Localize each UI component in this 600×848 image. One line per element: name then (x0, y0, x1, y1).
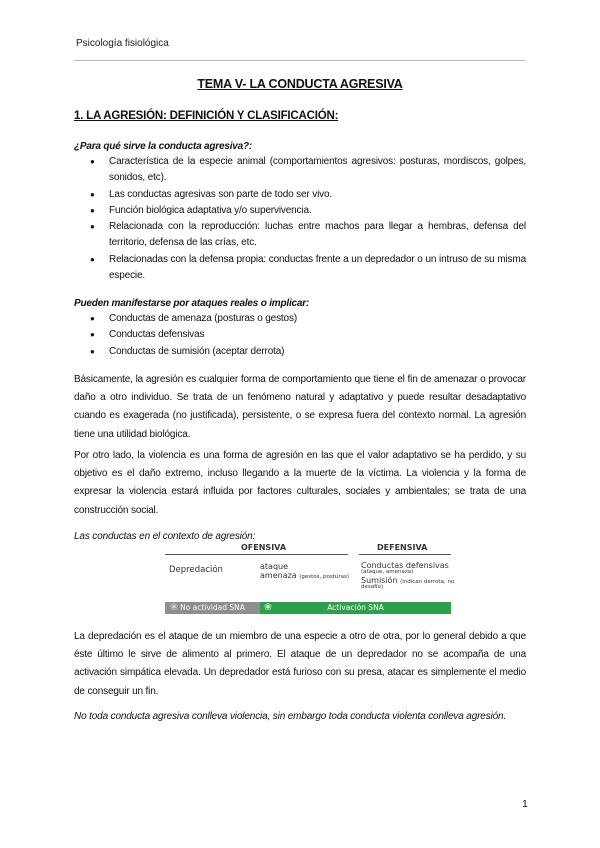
list-item: ● Relacionada con la reproducción: luchas entre machos para llegar a hembras, defensa del territorio, defensa de las crías, etc. (90, 221, 526, 249)
submission-label: Sumisión (indican derrota, no (361, 576, 455, 585)
bullet-icon: ● (90, 205, 95, 215)
aggression-diagram (163, 543, 455, 617)
manifest-list (74, 311, 526, 360)
defensive-rule (359, 554, 451, 555)
submission-note-inline: (indican derrota, no (400, 579, 455, 585)
purpose-list (74, 154, 526, 284)
list-item: ● Característica de la especie animal (comportamientos agresivos: posturas, mordiscos, golpes, sonidos, etc). (90, 156, 526, 184)
figure-caption: Las conductas en el contexto de agresión: (74, 531, 256, 542)
brain-icon: ❀ (263, 602, 273, 613)
brain-icon: ❀ (169, 602, 179, 613)
list-item: ● Función biológica adaptativa y/o supervivencia. (74, 203, 526, 219)
list-item: ● Relacionadas con la defensa propia: conductas frente a un depredador o un intruso de su misma especie. (90, 253, 526, 282)
no-sna-bar: ❀ No actividad SNA (165, 602, 260, 614)
document-title: TEMA V- LA CONDUCTA AGRESIVA (197, 77, 403, 91)
paragraph-aggression-definition: Básicamente, la agresión es cualquier forma de comportamiento que tiene el fin de amenazar o provocar daño a otro individuo. Se trata de un fenómeno natural y adaptativo y puede resultar desadaptativo cuando es exagerada (no justificada), persistente, o se expresa fuera del contexto normal. La agresión tiene una utilidad biológica. (74, 374, 526, 440)
purpose-heading: ¿Para qué sirve la conducta agresiva?: (74, 141, 253, 152)
section-heading: 1. LA AGRESIÓN: DEFINICIÓN Y CLASIFICACIÓN: (74, 110, 339, 122)
sna-bar: ❀ Activación SNA (260, 602, 451, 614)
offensive-rule (165, 554, 348, 555)
attack-label: ataque (260, 562, 289, 571)
page-number: 1 (522, 798, 528, 810)
bullet-icon: ● (90, 189, 95, 199)
list-item: ● Conductas defensivas (74, 327, 526, 343)
manifest-heading: Pueden manifestarse por ataques reales o implicar: (74, 298, 310, 309)
defensive-note: (ataque, amenaza) (361, 569, 414, 575)
predation-label: Depredación (169, 565, 223, 575)
defensive-behaviors-label: Conductas defensivas (361, 561, 449, 570)
paragraph-violence: Por otro lado, la violencia es una forma de agresión en las que el valor adaptativo se ha perdido, y su objetivo es el daño extremo, incluso llegando a la muerte de la víctima. La violencia y la forma de expresar la violencia estará influida por factores culturales, sociales y ambientales; se trata de una construcción social. (74, 450, 526, 516)
offensive-heading: OFENSIVA (241, 543, 287, 552)
header-rule (74, 60, 525, 61)
list-item: ● Conductas de sumisión (aceptar derrota) (74, 344, 526, 360)
bullet-icon: ● (90, 346, 95, 356)
list-item: ● Conductas de amenaza (posturas o gestos) (74, 311, 526, 327)
submission-note: desafío) (361, 584, 384, 590)
bullet-icon: ● (90, 330, 95, 340)
bullet-icon: ● (90, 254, 95, 264)
running-header: Psicología fisiológica (76, 38, 169, 49)
bullet-icon: ● (90, 314, 95, 323)
bullet-icon: ● (90, 157, 95, 166)
defensive-heading: DEFENSIVA (377, 543, 428, 552)
paragraph-conclusion: No toda conducta agresiva conlleva violencia, sin embargo toda conducta violenta conlleva agresión. (74, 711, 507, 722)
paragraph-predation: La depredación es el ataque de un miembro de una especie a otro de otra, por lo general debido a que éste último le sirve de alimento al primero. El ataque de un depredador no se acompaña de una activación simpática elevada. Un depredador está furioso con su presa, atacar es simplemente el medio de conseguir un fin. (74, 631, 526, 697)
bullet-icon: ● (90, 222, 95, 232)
list-item: ● Las conductas agresivas son parte de todo ser vivo. (74, 187, 526, 203)
threat-note: (gestos, posturas) (299, 574, 350, 580)
threat-label: amenaza (gestos, posturas) (260, 571, 350, 580)
